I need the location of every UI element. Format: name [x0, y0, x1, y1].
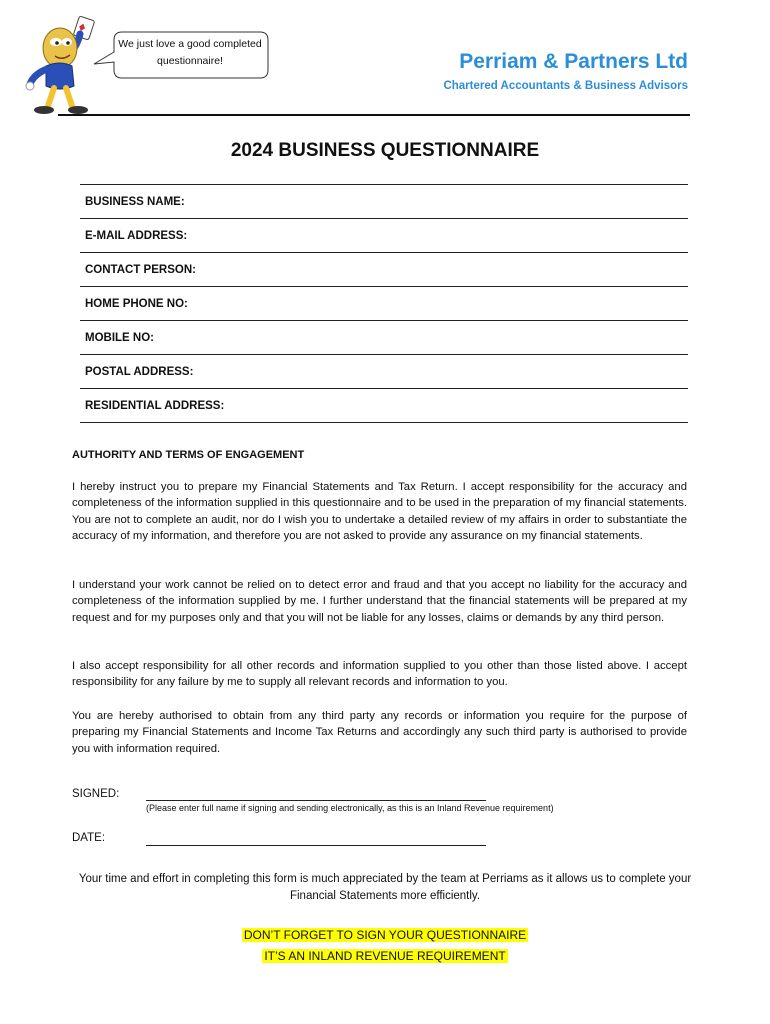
company-name: Perriam & Partners Ltd [459, 50, 688, 73]
date-label: DATE: [72, 832, 106, 844]
field-home-phone [80, 286, 688, 320]
business-details-form [80, 184, 688, 423]
contact-person-input[interactable] [202, 256, 688, 284]
field-residential-address [80, 388, 688, 423]
postal-address-input[interactable] [199, 358, 688, 386]
signed-label: SIGNED: [72, 788, 120, 800]
residential-address-input[interactable] [230, 392, 688, 420]
sign-reminder [0, 928, 770, 942]
terms-heading: AUTHORITY AND TERMS OF ENGAGEMENT [72, 449, 305, 461]
terms-paragraph: I understand your work cannot be relied on to detect error and fraud and that you accept no liability for the accuracy and completeness of the information supplied by me. I further understand that the financial statements will be prepared at my request and for my purposes only and that you will not be liable for any losses, claims or demands by any third person. [72, 579, 687, 624]
terms-paragraph: I also accept responsibility for all other records and information supplied to you other than those listed above. I accept responsibility for any failure by me to supply all relevant records and information to you. [72, 660, 687, 689]
page-title: 2024 BUSINESS QUESTIONNAIRE [230, 140, 540, 161]
thank-you-note: Your time and effort in completing this form is much appreciated by the team at Perriams as it allows us to complete your Financial Statements more efficiently. [78, 873, 692, 902]
field-business-name [80, 184, 688, 218]
field-label: HOME PHONE NO: [85, 297, 188, 310]
field-label: MOBILE NO: [85, 331, 154, 344]
field-contact-person [80, 252, 688, 286]
field-email [80, 218, 688, 252]
field-label: POSTAL ADDRESS: [85, 365, 194, 378]
business-name-input[interactable] [191, 188, 688, 216]
speech-bubble [92, 30, 272, 82]
sign-reminder-line1: DON’T FORGET TO SIGN YOUR QUESTIONNAIRE [243, 928, 527, 942]
terms-paragraph: I hereby instruct you to prepare my Financial Statements and Tax Return. I accept responsibility for the accuracy and completeness of the information supplied in this questionnaire and to be used in the preparation of my financial statements. You are not to complete an audit, nor do I wish you to undertake a detailed review of my affairs in order to substantiate the accuracy of my information, and therefore you are not asked to provide any assurance on my financial statements. [72, 481, 687, 543]
signature-line[interactable] [146, 800, 486, 801]
field-mobile [80, 320, 688, 354]
field-label: CONTACT PERSON: [85, 263, 196, 276]
field-label: E-MAIL ADDRESS: [85, 229, 188, 242]
home-phone-input[interactable] [194, 290, 688, 318]
inland-revenue-reminder [0, 949, 770, 963]
terms-paragraph: You are hereby authorised to obtain from any third party any records or information you require for the purpose of preparing my Financial Statements and Income Tax Returns and accordingly any such third party is authorised to provide you with information required. [72, 710, 687, 755]
field-label: BUSINESS NAME: [85, 195, 185, 208]
mobile-input[interactable] [160, 324, 688, 352]
field-label: RESIDENTIAL ADDRESS: [85, 399, 225, 412]
header-divider [58, 114, 690, 116]
field-postal-address [80, 354, 688, 388]
company-tagline: Chartered Accountants & Business Advisors [443, 80, 688, 92]
sign-reminder-line2: IT’S AN INLAND REVENUE REQUIREMENT [264, 949, 506, 963]
date-line[interactable] [146, 845, 486, 846]
speech-bubble-text: We just love a good completed questionnaire! [118, 38, 262, 67]
email-input[interactable] [193, 222, 688, 250]
signature-note: (Please enter full name if signing and sending electronically, as this is an Inland Revenue requirement) [146, 803, 554, 813]
